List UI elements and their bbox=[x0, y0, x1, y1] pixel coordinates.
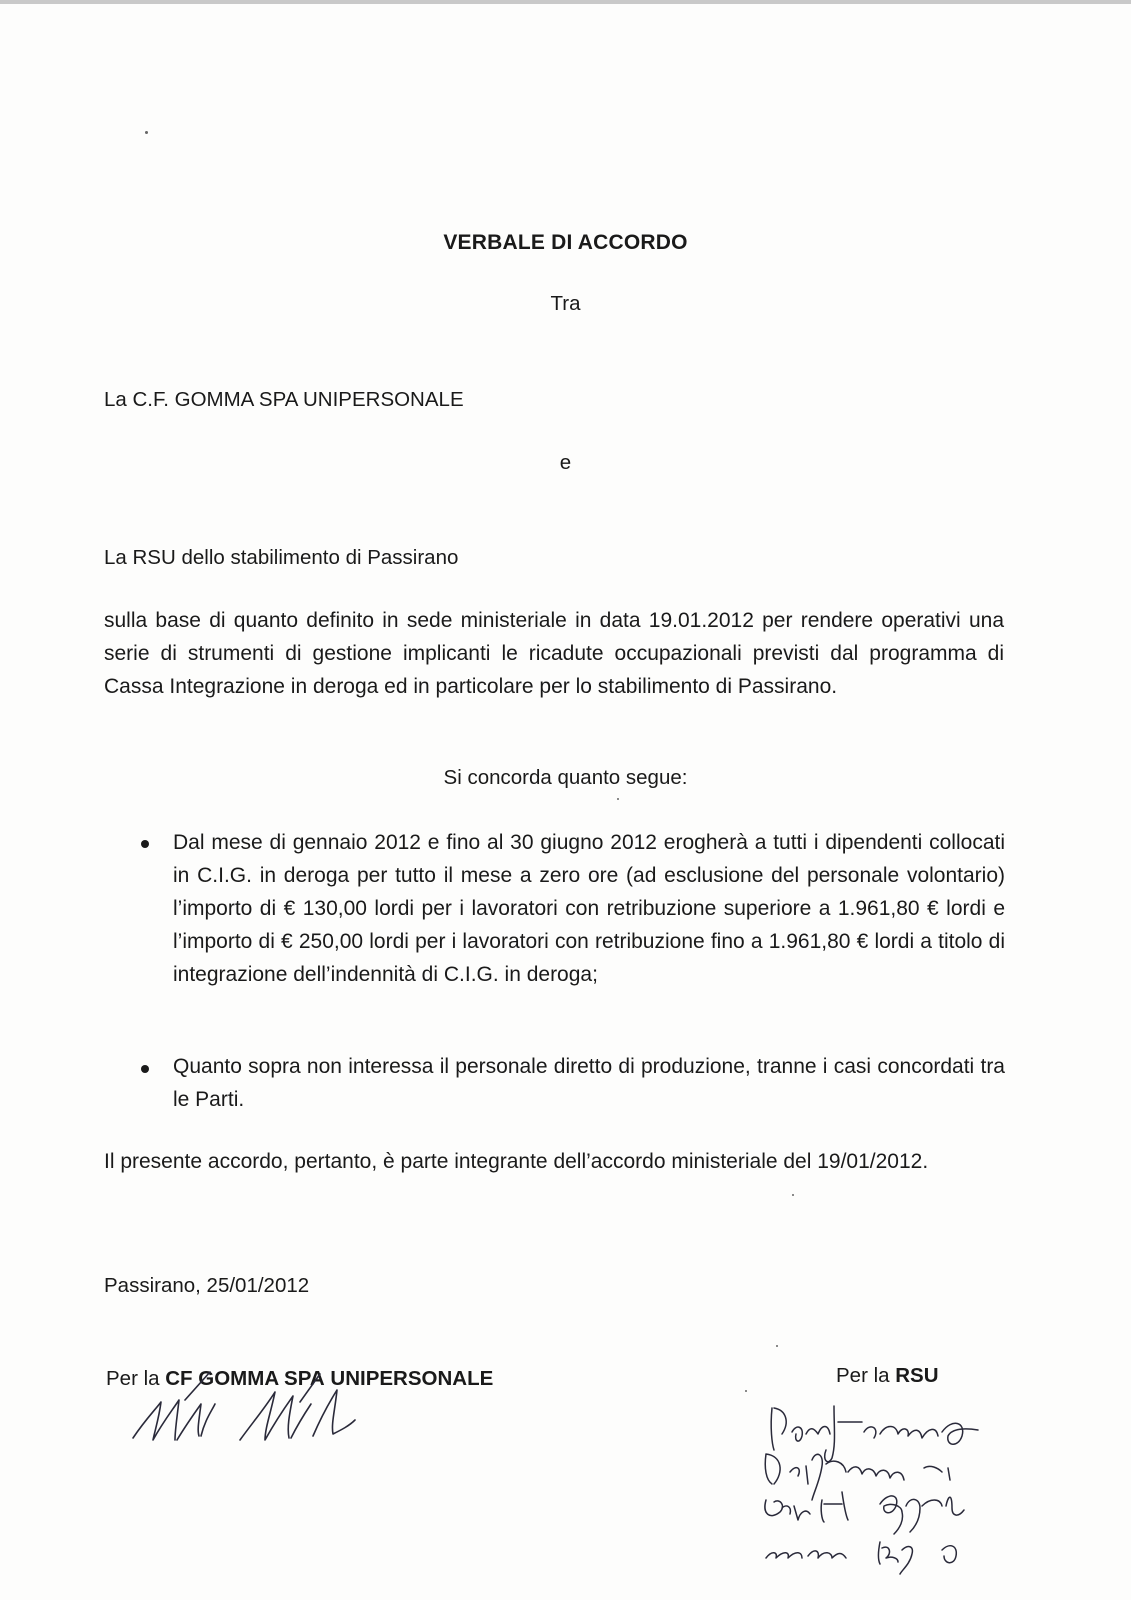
intro-paragraph: sulla base di quanto definito in sede ministeriale in data 19.01.2012 per rendere operativi una serie di strumenti di gestione implicanti le ricadute occupazionali previsti dal programma di Cassa Integrazione in deroga ed in particolare per lo stabilimento di Passirano. bbox=[104, 609, 1004, 698]
scan-speck bbox=[776, 1345, 778, 1347]
party-one: La C.F. GOMMA SPA UNIPERSONALE bbox=[104, 388, 464, 411]
company-suffix: UNIPERSONALE bbox=[324, 1367, 494, 1390]
document-title: VERBALE DI ACCORDO bbox=[443, 231, 688, 254]
closing-paragraph: Il presente accordo, pertanto, è parte integrante dell’accordo ministeriale del 19/01/2012. bbox=[104, 1150, 929, 1173]
rsu-signatures-image bbox=[752, 1388, 992, 1588]
conjunction: e bbox=[559, 451, 572, 474]
scan-speck bbox=[617, 798, 619, 800]
signature-label-rsu bbox=[836, 1364, 939, 1388]
scan-speck bbox=[745, 1390, 747, 1392]
signature-label-prefix: Per la bbox=[836, 1364, 896, 1387]
agreement-heading: Si concorda quanto segue: bbox=[443, 766, 688, 789]
strike-stroke bbox=[185, 1372, 210, 1400]
company-short-name: CF GOMMA SPA bbox=[165, 1367, 325, 1390]
bullet-marker bbox=[141, 840, 149, 848]
bullet-item-1: Dal mese di gennaio 2012 e fino al 30 giugno 2012 erogherà a tutti i dipendenti collocati in C.I.G. in deroga per tutto il mese a zero ore (ad esclusione del personale volontario) l’importo di € 130,00 lordi per i lavoratori con retribuzione superiore a 1.961,80 € lordi e l’importo di € 250,00 lordi per i lavoratori con retribuzione fino a 1.961,80 € lordi a titolo di integrazione dell’indennità di C.I.G. in deroga; bbox=[173, 831, 1005, 986]
scan-speck bbox=[145, 131, 148, 134]
place-date: Passirano, 25/01/2012 bbox=[104, 1274, 310, 1297]
rsu-name: RSU bbox=[895, 1364, 939, 1387]
scan-speck bbox=[792, 1194, 794, 1196]
bullet-marker bbox=[141, 1065, 149, 1073]
signature-label-prefix: Per la bbox=[106, 1367, 166, 1390]
party-two: La RSU dello stabilimento di Passirano bbox=[104, 546, 459, 569]
strike-stroke bbox=[300, 1374, 320, 1402]
scan-edge bbox=[0, 0, 1131, 4]
company-signature-image bbox=[105, 1360, 365, 1460]
between-label: Tra bbox=[550, 292, 581, 315]
bullet-item-2: Quanto sopra non interessa il personale diretto di produzione, tranne i casi concordati tra le Parti. bbox=[173, 1055, 1005, 1111]
